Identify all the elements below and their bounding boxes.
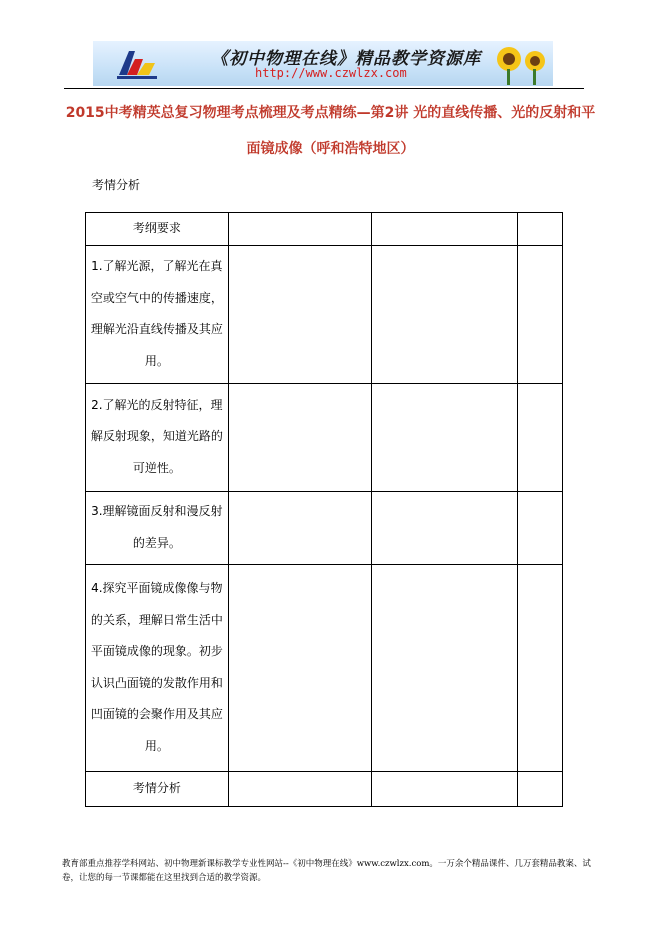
table-cell bbox=[518, 771, 563, 806]
table-cell bbox=[372, 491, 518, 564]
table-cell: 4.探究平面镜成像像与物的关系，理解日常生活中平面镜成像的现象。初步认识凸面镜的发散作用和凹面镜的会聚作用及其应用。 bbox=[86, 564, 229, 771]
sunflower-icon bbox=[487, 43, 549, 85]
header-banner bbox=[93, 41, 553, 86]
table-cell bbox=[228, 245, 372, 383]
table-header-cell bbox=[228, 213, 372, 246]
table-cell bbox=[372, 564, 518, 771]
table-row bbox=[86, 383, 563, 491]
table-cell bbox=[228, 383, 372, 491]
table-header-cell: 考纲要求 bbox=[86, 213, 229, 246]
table-row bbox=[86, 564, 563, 771]
table-row bbox=[86, 771, 563, 806]
table-cell bbox=[228, 771, 372, 806]
table-cell bbox=[372, 383, 518, 491]
table-cell bbox=[518, 383, 563, 491]
table-cell bbox=[228, 491, 372, 564]
banner-title: 《初中物理在线》精品教学资源库 bbox=[211, 49, 481, 69]
table-cell bbox=[372, 771, 518, 806]
table-header-cell bbox=[372, 213, 518, 246]
table-row bbox=[86, 245, 563, 383]
requirements-table bbox=[85, 212, 563, 807]
table-row bbox=[86, 491, 563, 564]
table-header-row bbox=[86, 213, 563, 246]
banner-url: http://www.czwlzx.com bbox=[255, 66, 407, 80]
table-cell: 3.理解镜面反射和漫反射的差异。 bbox=[86, 491, 229, 564]
table-cell bbox=[228, 564, 372, 771]
table-cell bbox=[372, 245, 518, 383]
site-logo-icon bbox=[115, 45, 159, 83]
section-label: 考情分析 bbox=[92, 178, 141, 192]
table-header-cell bbox=[518, 213, 563, 246]
footer-text: 教育部重点推荐学科网站、初中物理新课标教学专业性网站--《初中物理在线》www.czwlzx.com。一万余个精品课件、几万套精品教案、试卷，让您的每一节课都能在这里找到合适的教学资源。 bbox=[62, 859, 591, 883]
table-cell bbox=[518, 564, 563, 771]
table-cell: 考情分析 bbox=[86, 771, 229, 806]
header-rule bbox=[64, 88, 584, 89]
table-cell bbox=[518, 245, 563, 383]
table-cell: 2.了解光的反射特征，理解反射现象，知道光路的可逆性。 bbox=[86, 383, 229, 491]
table-cell bbox=[518, 491, 563, 564]
table-cell: 1.了解光源，了解光在真空或空气中的传播速度，理解光沿直线传播及其应用。 bbox=[86, 245, 229, 383]
document-title: 2015中考精英总复习物理考点梳理及考点精练—第2讲 光的直线传播、光的反射和平面镜成像（呼和浩特地区） bbox=[65, 105, 596, 157]
